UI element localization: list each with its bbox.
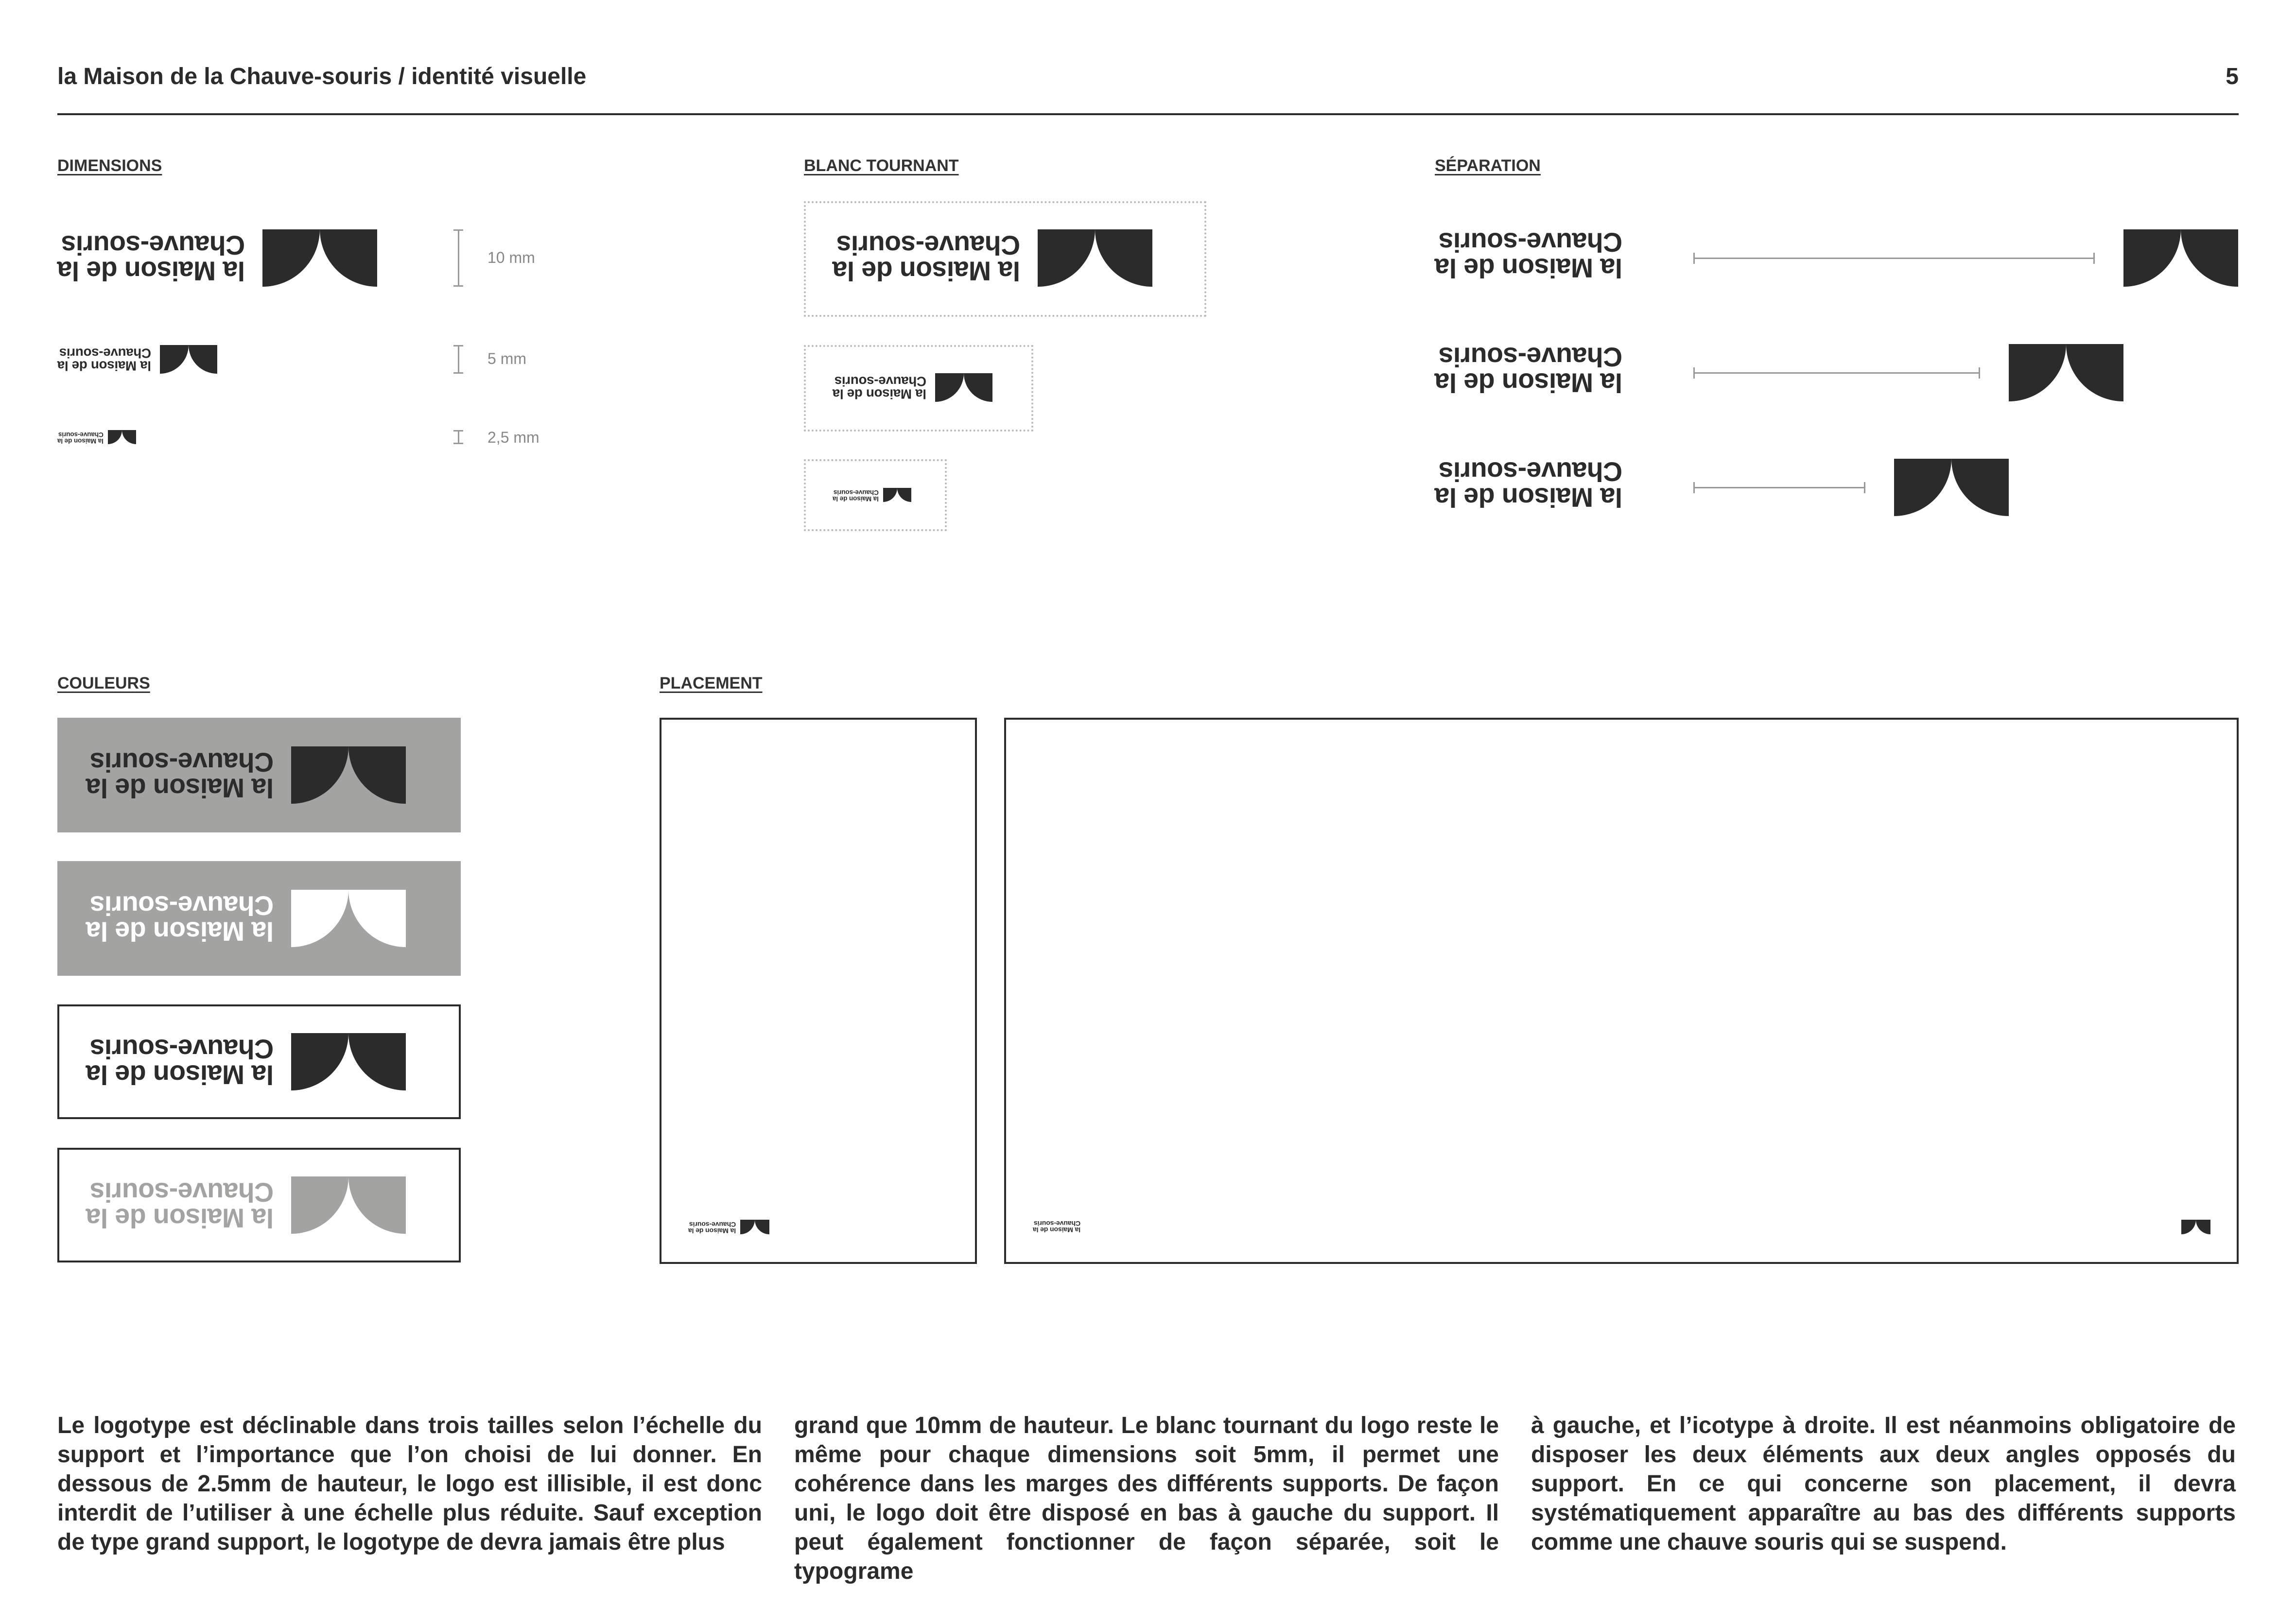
logo-2-5mm (57, 430, 136, 444)
logo-wordmark (57, 230, 245, 286)
bat-icon (108, 430, 136, 444)
bat-icon (1894, 459, 2009, 516)
wordmark-separated-2 (1435, 342, 1623, 398)
bat-icon (291, 746, 406, 804)
logo-10mm (57, 229, 377, 287)
page-title: la Maison de la Chauve-souris / identité visuelle (57, 64, 587, 89)
size-indicator-5mm (453, 345, 463, 374)
bat-icon (2009, 344, 2123, 401)
body-text-column-3: à gauche, et l’icotype à droite. Il est néanmoins obligatoire de disposer les deux éléments aux deux angles opposés du support. En ce qui concerne son placement, il devra systématiquement apparaître au bas des différents supports comme une chauve souris qui se suspend. (1531, 1413, 2236, 1555)
logo-dark-on-white (86, 1033, 406, 1090)
logo-wordmark-line1: la Maison de la (1435, 482, 1623, 513)
logo-wordmark-line2: Chauve-souris (834, 488, 879, 496)
logo-wordmark (86, 891, 274, 947)
size-indicator-10mm (453, 229, 463, 287)
logo-wordmark-line2: Chauve-souris (90, 1177, 274, 1208)
logo-wordmark-line2: Chauve-souris (90, 891, 274, 921)
logo-wordmark-line1: la Maison de la (833, 495, 879, 502)
logo-wordmark-line2: Chauve-souris (90, 747, 274, 778)
logo-wordmark-line1: la Maison de la (86, 916, 274, 947)
logo-wordmark (1435, 456, 1623, 513)
logo-wordmark-line1: la Maison de la (86, 1059, 274, 1090)
bat-icon (291, 1033, 406, 1090)
bat-icon (160, 345, 217, 374)
logo-wordmark-line2: Chauve-souris (58, 431, 104, 438)
logo-placement-portrait (688, 1220, 769, 1234)
icon-separated-3 (1894, 459, 2009, 516)
logo-wordmark-line2: Chauve-souris (61, 230, 245, 260)
section-label-couleurs: COULEURS (57, 674, 150, 692)
separation-line-2 (1693, 372, 1980, 374)
logo-clearspace-large (833, 229, 1152, 287)
size-label-2-5mm: 2,5 mm (487, 429, 539, 446)
logo-wordmark-line2: Chauve-souris (836, 230, 1021, 260)
section-label-dimensions: DIMENSIONS (57, 156, 162, 175)
logo-wordmark (833, 230, 1021, 286)
size-label-5mm: 5 mm (487, 350, 526, 367)
logo-wordmark-line2: Chauve-souris (1034, 1219, 1081, 1227)
logo-grey-on-white (86, 1176, 406, 1234)
bat-icon (2123, 229, 2238, 287)
logo-wordmark (1435, 342, 1623, 398)
placement-portrait-support (660, 718, 977, 1264)
logo-wordmark (86, 747, 274, 803)
bat-icon (262, 229, 377, 287)
logo-wordmark-line1: la Maison de la (833, 386, 927, 402)
logo-wordmark (86, 1177, 274, 1233)
section-label-separation: SÉPARATION (1435, 156, 1541, 175)
logo-wordmark (1435, 227, 1623, 283)
logo-wordmark-line1: la Maison de la (86, 1203, 274, 1233)
wordmark-separated-1 (1435, 227, 1623, 283)
bat-icon (1038, 229, 1152, 287)
bat-icon (740, 1220, 769, 1234)
logo-wordmark-line1: la Maison de la (1435, 367, 1623, 398)
logo-wordmark-line2: Chauve-souris (1439, 227, 1623, 258)
section-label-blanc-tournant: BLANC TOURNANT (804, 156, 959, 175)
logo-dark-on-grey (86, 746, 406, 804)
bat-icon (291, 1176, 406, 1234)
logo-wordmark (57, 431, 104, 444)
logo-wordmark-line1: la Maison de la (57, 437, 104, 445)
wordmark-placement-landscape (1033, 1220, 1080, 1233)
logo-wordmark-line1: la Maison de la (1033, 1226, 1081, 1234)
placement-landscape-support (1004, 718, 2239, 1264)
icon-placement-landscape (2181, 1220, 2210, 1234)
section-label-placement: PLACEMENT (660, 674, 763, 692)
body-text-column-2: grand que 10mm de hauteur. Le blanc tournant du logo reste le même pour chaque dimensions soit 5mm, il permet une cohérence dans les marges des différents supports. De façon uni, le logo doit être disposé en bas à gauche du support. Il peut également fonctionner de façon séparée, soit le typograme (794, 1413, 1499, 1584)
logo-wordmark-line1: la Maison de la (688, 1227, 736, 1235)
size-label-10mm: 10 mm (487, 249, 535, 266)
bat-icon (2181, 1220, 2210, 1234)
logo-wordmark-line1: la Maison de la (86, 773, 274, 803)
logo-white-on-grey (86, 890, 406, 947)
logo-wordmark-line1: la Maison de la (57, 256, 245, 286)
icon-separated-2 (2009, 344, 2123, 401)
size-indicator-2-5mm (453, 430, 463, 444)
logo-wordmark-line2: Chauve-souris (1439, 342, 1623, 372)
logo-wordmark (833, 375, 926, 400)
logo-wordmark (57, 346, 151, 372)
logo-wordmark (688, 1221, 736, 1234)
logo-wordmark-line2: Chauve-souris (1439, 456, 1623, 487)
logo-wordmark-line2: Chauve-souris (689, 1220, 736, 1228)
header-divider (57, 113, 2239, 115)
bat-icon (291, 890, 406, 947)
logo-wordmark-line2: Chauve-souris (835, 374, 927, 389)
logo-wordmark (833, 489, 879, 501)
logo-wordmark-line2: Chauve-souris (59, 346, 152, 361)
logo-wordmark (1033, 1220, 1080, 1233)
bat-icon (935, 373, 992, 402)
logo-wordmark (86, 1034, 274, 1090)
body-text-column-1: Le logotype est déclinable dans trois tailles selon l’échelle du support et l’importance que l’on choisi de lui donner. En dessous de 2.5mm de hauteur, le logo est illisible, il est donc interdit de l’utiliser à une échelle plus réduite. Sauf exception de type grand support, le logotype de devra jamais être plus (57, 1413, 762, 1555)
bat-icon (883, 488, 911, 502)
logo-5mm (57, 345, 217, 374)
logo-wordmark-line1: la Maison de la (833, 256, 1021, 286)
logo-wordmark-line2: Chauve-souris (90, 1034, 274, 1064)
page-number: 5 (2226, 64, 2239, 89)
icon-separated-1 (2123, 229, 2238, 287)
logo-wordmark-line1: la Maison de la (57, 358, 152, 374)
logo-clearspace-medium (833, 373, 992, 402)
wordmark-separated-3 (1435, 456, 1623, 513)
separation-line-1 (1693, 258, 2095, 259)
logo-clearspace-small (833, 488, 911, 502)
separation-line-3 (1693, 487, 1865, 488)
logo-wordmark-line1: la Maison de la (1435, 253, 1623, 283)
